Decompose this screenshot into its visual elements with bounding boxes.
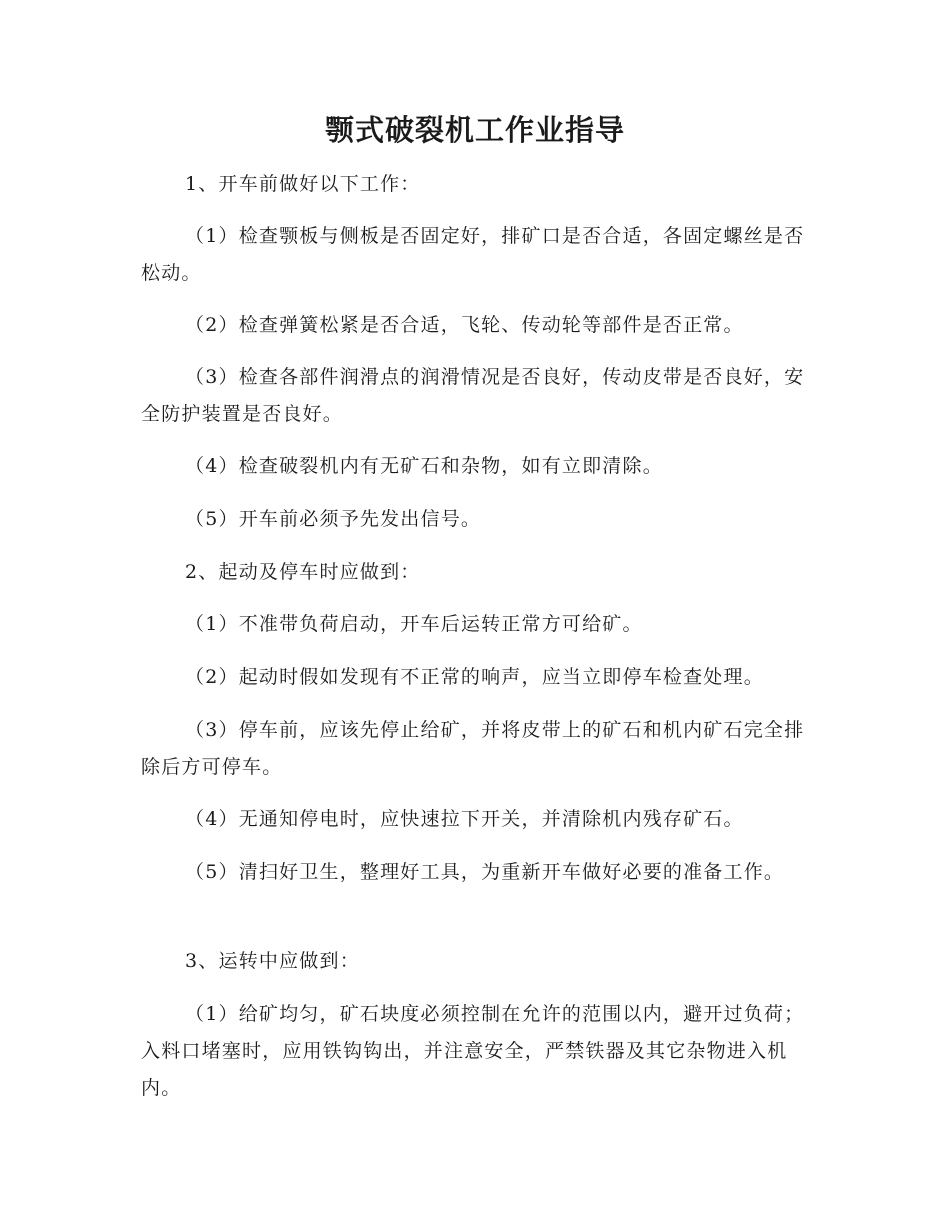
section-heading-2: 2、起动及停车时应做到： <box>185 561 421 583</box>
paragraph-2-3: （3）停车前，应该先停止给矿，并将皮带上的矿石和机内矿石完全排除后方可停车。 <box>141 719 805 778</box>
paragraph-3-1: （1）给矿均匀，矿石块度必须控制在允许的范围以内，避开过负荷；入料口堵塞时，应用铁钩钩出，并注意安全，严禁铁器及其它杂物进入机内。 <box>141 1003 805 1099</box>
paragraph-2-5: （5）清扫好卫生，整理好工具，为重新开车做好必要的准备工作。 <box>185 861 785 883</box>
paragraph-1-1: （1）检查颚板与侧板是否固定好，排矿口是否合适，各固定螺丝是否松动。 <box>141 225 805 284</box>
paragraph-1-3: （3）检查各部件润滑点的润滑情况是否良好，传动皮带是否良好，安全防护装置是否良好。 <box>141 366 805 425</box>
section-heading-3: 3、运转中应做到： <box>185 950 360 972</box>
paragraph-2-4: （4）无通知停电时，应快速拉下开关，并清除机内残存矿石。 <box>185 808 744 830</box>
paragraph-1-2: （2）检查弹簧松紧是否合适，飞轮、传动轮等部件是否正常。 <box>185 314 744 336</box>
section-heading-1: 1、开车前做好以下工作： <box>185 173 421 195</box>
paragraph-2-2: （2）起动时假如发现有不正常的响声，应当立即停车检查处理。 <box>185 666 764 688</box>
paragraph-2-1: （1）不准带负荷启动，开车后运转正常方可给矿。 <box>185 613 643 635</box>
paragraph-1-5: （5）开车前必须予先发出信号。 <box>185 508 482 530</box>
document-title: 颚式破裂机工作业指导 <box>324 113 625 147</box>
paragraph-1-4: （4）检查破裂机内有无矿石和杂物，如有立即清除。 <box>185 455 663 477</box>
